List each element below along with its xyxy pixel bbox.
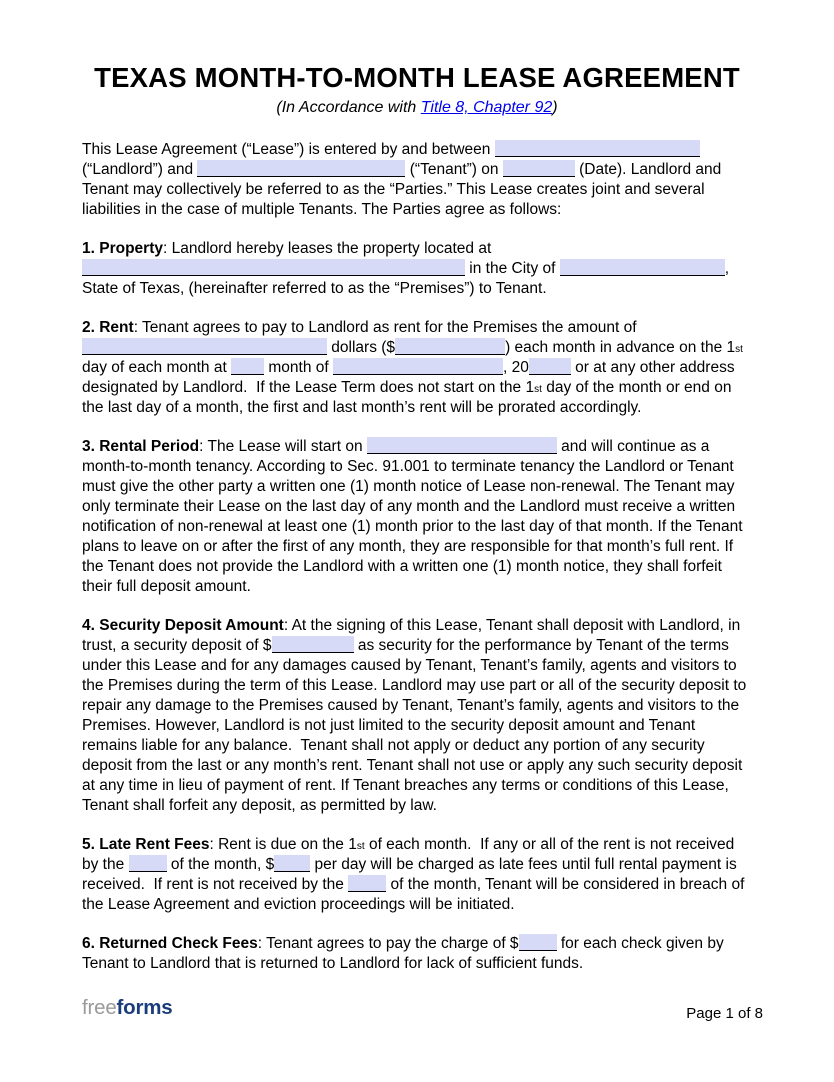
logo-text-forms: forms xyxy=(116,996,173,1019)
text-run: dollars ($ xyxy=(327,339,396,356)
text-run: for each check given by Tenant to Landlord that is returned to Landlord for lack of sufficient funds. xyxy=(82,935,724,972)
section-heading: 3. Rental Period xyxy=(82,438,200,455)
section-heading: 6. Returned Check Fees xyxy=(82,935,258,952)
blank-field-property-address[interactable] xyxy=(82,259,465,276)
paragraph-intro xyxy=(82,140,752,220)
paragraph-rent xyxy=(82,318,752,418)
text-run: month of xyxy=(264,359,334,376)
blank-field-lease-start-date[interactable] xyxy=(367,437,557,454)
blank-field-rent-day[interactable] xyxy=(231,358,264,375)
blank-field-rent-amount-words[interactable] xyxy=(82,338,327,355)
text-run: of the month, Tenant will be considered in breach of the Lease Agreement and eviction proceedings will be initiated. xyxy=(82,876,745,913)
text-run: of the month, $ xyxy=(166,856,275,873)
blank-field-returned-check-fee[interactable] xyxy=(519,934,557,951)
paragraph-late-rent-fees xyxy=(82,835,752,915)
paragraph-security-deposit xyxy=(82,616,752,816)
section-heading: 4. Security Deposit Amount xyxy=(82,617,284,634)
ordinal-suffix: st xyxy=(534,384,542,395)
text-run: : Landlord hereby leases the property located at xyxy=(162,240,492,257)
blank-field-property-city[interactable] xyxy=(560,259,725,276)
text-run: : Tenant agrees to pay to Landlord as rent for the Premises the amount of xyxy=(133,319,637,336)
blank-field-late-fee-per-day[interactable] xyxy=(274,855,310,872)
text-run: ) each month in advance on the 1 xyxy=(505,339,736,356)
subtitle-prefix: (In Accordance with xyxy=(276,99,421,116)
blank-field-late-fee-start-day[interactable] xyxy=(129,855,167,872)
freeforms-logo xyxy=(82,996,173,1020)
paragraph-rental-period xyxy=(82,437,752,597)
section-heading: 2. Rent xyxy=(82,319,134,336)
ordinal-suffix: st xyxy=(356,841,365,852)
ordinal-suffix: st xyxy=(735,344,743,355)
text-run: per day will be charged as late fees until full rental payment is received. If rent is not received by the xyxy=(82,856,737,893)
text-run: (“Tenant”) on xyxy=(405,161,503,178)
blank-field-rent-amount-number[interactable] xyxy=(395,338,505,355)
document-content xyxy=(0,62,834,974)
text-run: and will continue as a month-to-month tenancy. According to Sec. 91.001 to terminate tenancy the Landlord or Tenant must give the other party a written one (1) month notice of Lease non-renewal. The Tenant may only terminate their Lease on the last day of any month and the Landlord must receive a written notification of non-renewal at least one (1) month prior to the last day of that month. If the Tenant plans to leave on or after the first of any month, they are responsible for that month’s full rent. If the Tenant does not provide the Landlord with a written one (1) month notice, they shall forfeit their full deposit amount. xyxy=(82,438,743,595)
page-footer xyxy=(82,996,763,1023)
document-title: TEXAS MONTH-TO-MONTH LEASE AGREEMENT xyxy=(94,62,740,93)
blank-field-rent-year[interactable] xyxy=(529,358,571,375)
section-heading: 5. Late Rent Fees xyxy=(82,836,210,853)
text-run: or at any other address designated by Landlord. If the Lease Term does not start on the 1 xyxy=(82,359,735,396)
blank-field-landlord-name[interactable] xyxy=(495,140,700,157)
text-run: , 20 xyxy=(503,359,529,376)
text-run: This Lease Agreement (“Lease”) is entered by and between xyxy=(82,141,495,158)
text-run: : Tenant agrees to pay the charge of $ xyxy=(257,935,519,952)
blank-field-tenant-name[interactable] xyxy=(197,160,405,177)
blank-field-rent-month[interactable] xyxy=(333,358,503,375)
text-run: day of each month at xyxy=(82,359,232,376)
text-run: as security for the performance by Tenant of the terms under this Lease and for any damages caused by Tenant, Tenant’s family, agents and visitors to the Premises during the term of this Lease. Landlord may use part or all of the security deposit to repair any damage to the Premises caused by Tenant, Tenant’s family, agents and visitors to the Premises. However, Landlord is not just limited to the security deposit amount and Tenant remains liable for any balance. Tenant shall not apply or deduct any portion of any security deposit from the last or any month’s rent. Tenant shall not use or apply any such security deposit at any time in lieu of payment of rent. If Tenant breaches any terms or conditions of this Lease, Tenant shall forfeit any deposit, as permitted by law. xyxy=(82,637,747,814)
blank-field-breach-day[interactable] xyxy=(348,875,386,892)
paragraph-property xyxy=(82,239,752,299)
text-run: : At the signing of this Lease, Tenant shall deposit with Landlord, in trust, a security deposit of $ xyxy=(82,617,741,654)
paragraph-returned-check-fees xyxy=(82,934,752,974)
text-run: in the City of xyxy=(465,260,560,277)
section-heading: 1. Property xyxy=(82,240,163,257)
text-run: day of the month or end on the last day of a month, the first and last month’s rent will be prorated accordingly. xyxy=(82,379,732,416)
statute-link[interactable]: Title 8, Chapter 92 xyxy=(420,99,553,116)
text-run: of each month. If any or all of the rent is not received by the xyxy=(82,836,735,873)
blank-field-security-deposit-amount[interactable] xyxy=(272,636,354,653)
subtitle-suffix: ) xyxy=(552,99,558,116)
text-run: : The Lease will start on xyxy=(199,438,367,455)
logo-text-free: free xyxy=(82,996,117,1019)
text-run: (“Landlord”) and xyxy=(82,161,198,178)
text-run: (Date). Landlord and Tenant may collectively be referred to as the “Parties.” This Lease creates joint and several liabilities in the case of multiple Tenants. The Parties agree as follows: xyxy=(82,161,722,218)
page-number: Page 1 of 8 xyxy=(686,1005,763,1022)
blank-field-agreement-date[interactable] xyxy=(503,160,575,177)
text-run: , State of Texas, (hereinafter referred to as the “Premises”) to Tenant. xyxy=(82,260,730,297)
text-run: : Rent is due on the 1 xyxy=(209,836,357,853)
document-subtitle xyxy=(82,98,752,118)
